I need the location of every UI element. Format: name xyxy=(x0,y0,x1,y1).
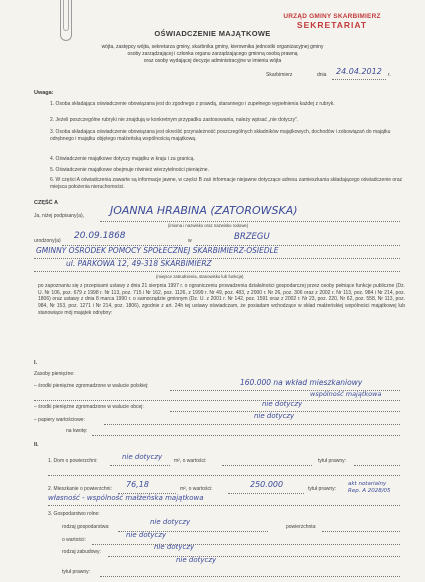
foreign-funds-value: nie dotyczy xyxy=(262,400,303,408)
farm-type-value: nie dotyczy xyxy=(150,518,191,526)
farm-label: 3. Gospodarstwo rolne: xyxy=(48,511,100,517)
office-stamp xyxy=(268,12,396,30)
place-label: Skarbimierz xyxy=(266,72,293,78)
name-caption: (imiona i nazwisko oraz nazwisko rodowe) xyxy=(168,223,249,228)
zasoby-label: Zasoby pieniężne: xyxy=(34,371,75,377)
farm-worth-dotted-line xyxy=(92,544,400,545)
uwaga-item-6: 6. W części A oświadczenia zawarte są informacje jawne, w części B zaś informacje niejawne dotyczące adresu zamieszkania składającego oświadczenie oraz miejsca położenia nieruchomości. xyxy=(50,177,403,190)
farm-buildings-label: rodzaj zabudowy: xyxy=(62,549,101,555)
subtitle-line-1: wójta, zastępcy wójta, sekretarza gminy, skarbnika gminy, kierownika jednostki organizacyjnej gminy xyxy=(101,44,324,50)
house-area-value: nie dotyczy xyxy=(122,453,163,461)
section-2-heading: II. xyxy=(34,442,39,448)
house-unit-label: m², o wartości: xyxy=(174,458,207,464)
date-value: 24.04.2012 xyxy=(336,67,382,76)
paperclip-inner-icon xyxy=(63,0,69,31)
apartment-area-value: 76,18 xyxy=(126,480,149,489)
uwaga-item-3: 3. Osoba składająca oświadczenie obowiązana jest określić przynależność poszczególnych składników majątkowych, dochodów i zobowiązań do majątku odrębnego i majątku objętego małżeńską wspólnością majątkową. xyxy=(50,129,391,142)
uwaga-item-5: 5. Oświadczenie majątkowe obejmuje również wierzytelności pieniężne. xyxy=(50,167,209,173)
farm-worth-value: nie dotyczy xyxy=(126,531,167,539)
house-area-dotted-line xyxy=(110,465,170,466)
part-a-heading: CZĘŚĆ A xyxy=(34,200,58,206)
securities-amount-dotted-line xyxy=(92,435,400,436)
stamp-line-2: SEKRETARIAT xyxy=(296,20,368,30)
uwaga-item-1: 1. Osoba składająca oświadczenie obowiązana jest do zgodnego z prawdą, starannego i zupełnego wypełnienia każdej z rubryk. xyxy=(50,101,335,107)
securities-dotted-line xyxy=(104,424,400,425)
house-label: 1. Dom o powierzchni: xyxy=(48,458,98,464)
farm-buildings-value: nie dotyczy xyxy=(154,543,195,551)
apartment-title-value-2: Rep. A 2028/05 xyxy=(348,488,391,494)
born-in-label: w xyxy=(188,238,192,244)
farm-type-label: rodzaj gospodarstwa: xyxy=(62,524,110,530)
farm-title-value: nie dotyczy xyxy=(176,556,217,564)
subtitle-line-2: osoby zarządzającej i członka organu zarządzającego gminną osobą prawną xyxy=(127,51,298,57)
apartment-note: własność - wspólność małżeńska majątkowa xyxy=(48,494,204,502)
pln-funds-label: – środki pieniężne zgromadzone w walucie polskiej: xyxy=(34,383,149,389)
apartment-label: 2. Mieszkanie o powierzchni: xyxy=(48,486,112,492)
house-title-label: tytuł prawny: xyxy=(318,458,347,464)
apartment-unit-label: m², o wartości: xyxy=(180,486,213,492)
apartment-title-label: tytuł prawny: xyxy=(308,486,337,492)
farm-buildings-dotted-line xyxy=(108,556,400,557)
ja-label: Ja, niżej podpisany(a), xyxy=(34,213,85,219)
legal-basis-paragraph: po zapoznaniu się z przepisami ustawy z dnia 21 sierpnia 1997 r. o ograniczeniu prowadzenia działalności gospodarczej przez osoby pełniące funkcje publiczne (Dz. U. Nr 106, poz. 679 z 1998 r. Nr 113, poz. 715 i Nr 162, poz. 1126, z 1999 r. Nr 49, poz. 483, z 2000 r. Nr 26, poz. 306 oraz z 2002 r. Nr 113, poz. 984 i Nr 214, poz. 1806) oraz ustawy z dnia 8 marca 1990 r. o samorządzie gminnym (Dz. U. z 2001 r. Nr 142, poz. 1591 oraz z 2002 r. Nr 23, poz. 220, Nr 62, poz. 558, Nr 113, poz. 984, Nr 153, poz. 1271 i Nr 214, poz. 1806), zgodnie z art. 24h tej ustawy oświadczam, że posiadam wchodzące w skład małżeńskiej wspólności majątkowej lub stanowiące mój majątek odrębny: xyxy=(38,283,405,316)
full-name-value: JOANNA HRABINA (ZATOROWSKA) xyxy=(110,204,298,217)
apartment-value-dotted-line xyxy=(228,493,304,494)
stamp-line-1: URZĄD GMINY SKARBIMIERZ xyxy=(283,13,381,20)
born-place-value: BRZEGU xyxy=(234,232,270,242)
farm-title-dotted-line xyxy=(100,576,400,577)
apartment-value: 250.000 xyxy=(250,480,284,489)
farm-worth-label: o wartości: xyxy=(62,537,86,543)
date-dotted-line xyxy=(332,79,386,80)
apartment-dotted-line-2 xyxy=(48,505,400,506)
apartment-title-value: akt notarialny xyxy=(348,481,387,487)
house-dotted-line-2 xyxy=(48,475,400,476)
workplace-line-2: ul. PARKOWA 12, 49-318 SKARBIMIERZ xyxy=(66,259,212,268)
securities-label: – papiery wartościowe: xyxy=(34,417,85,423)
born-date-value: 20.09.1868 xyxy=(74,231,126,241)
workplace-caption: (miejsce zatrudnienia, stanowisko lub funkcja) xyxy=(156,274,244,279)
pln-funds-dotted-line-2 xyxy=(34,400,400,401)
farm-title-label: tytuł prawny: xyxy=(62,569,91,575)
securities-value: nie dotyczy xyxy=(254,412,295,420)
pln-funds-note: wspólność majątkowa xyxy=(310,390,382,398)
workplace-line-1: GMINNY OŚRODEK POMOCY SPOŁECZNEJ SKARBIMIERZ-OSIEDLE xyxy=(36,246,279,255)
uwaga-item-2: 2. Jeżeli poszczególne rubryki nie znajdują w konkretnym przypadku zastosowania, należy wpisać „nie dotyczy". xyxy=(50,117,299,123)
workplace-dotted-line-2 xyxy=(34,271,400,272)
farm-area-dotted-line xyxy=(322,531,400,532)
foreign-funds-label: – środki pieniężne zgromadzone w walucie obcej: xyxy=(34,404,144,410)
uwaga-heading: Uwaga: xyxy=(34,90,54,96)
section-1-heading: I. xyxy=(34,360,38,366)
house-title-dotted-line xyxy=(354,465,400,466)
uwaga-item-4: 4. Oświadczenie majątkowe dotyczy majątku w kraju i za granicą. xyxy=(50,156,195,162)
name-dotted-line xyxy=(100,221,400,222)
securities-amount-label: na kwotę: xyxy=(66,428,88,434)
date-label: dnia xyxy=(317,72,327,78)
farm-area-label: powierzchnia: xyxy=(286,524,317,530)
date-suffix: r. xyxy=(388,72,391,78)
subtitle-line-3: oraz osoby wydającej decyzje administracyjne w imieniu wójta xyxy=(143,58,282,64)
born-label: urodzony(a) xyxy=(34,238,61,244)
pln-funds-value: 160.000 na wkład mieszkaniowy xyxy=(240,378,363,387)
house-value-dotted-line xyxy=(222,465,312,466)
document-title: OŚWIADCZENIE MAJĄTKOWE xyxy=(154,29,271,38)
